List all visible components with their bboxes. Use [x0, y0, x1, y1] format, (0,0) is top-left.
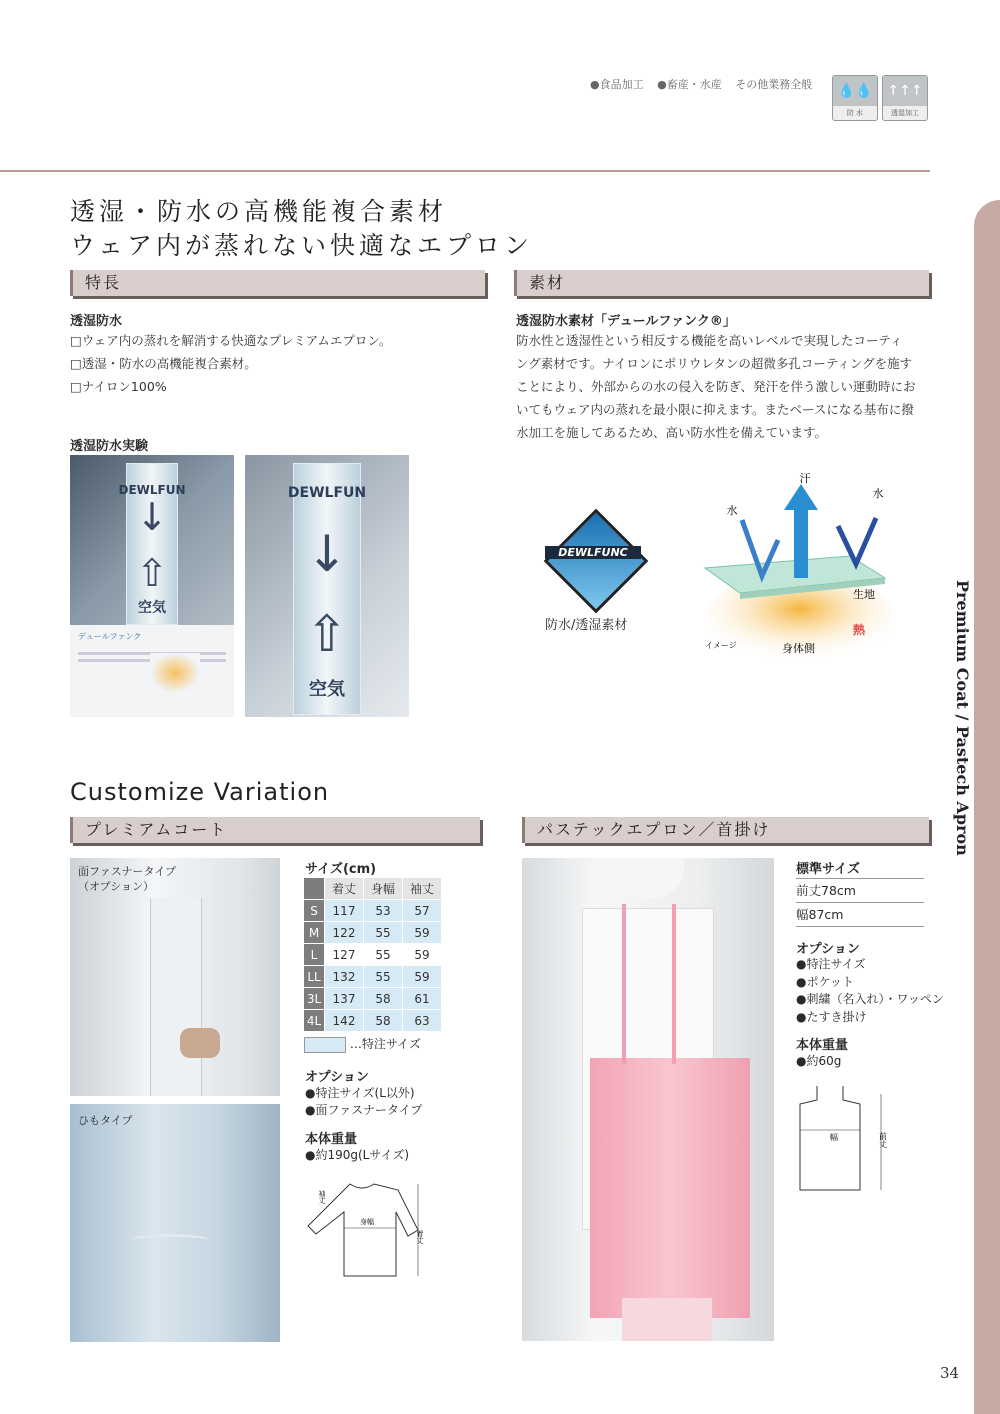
option-item: ●ポケット	[796, 974, 854, 989]
apron-weight-title: 本体重量	[796, 1038, 849, 1053]
image-note-label: イメージ	[705, 641, 737, 650]
table-cell: 55	[364, 944, 403, 966]
features-list	[70, 329, 391, 398]
header-divider	[0, 170, 930, 172]
coat-photo-velcro-caption	[78, 864, 176, 894]
info-box-diagram	[150, 653, 200, 693]
table-cell: 132	[325, 966, 364, 988]
arrow-up-icon: ⇧	[306, 605, 348, 663]
dewlfunc-logo	[545, 510, 641, 606]
heat-label: 熱	[853, 623, 866, 637]
material-body	[516, 329, 926, 444]
table-cell: 137	[325, 988, 364, 1010]
table-cell: 57	[403, 900, 442, 922]
size-legend-text: …特注サイズ	[349, 1037, 421, 1051]
material-body-line: ことにより、外部からの水の侵入を防ぎ、発汗を伴う激しい運動時にお	[516, 379, 916, 394]
waterproof-drops-icon: 💧💧	[833, 76, 877, 106]
table-cell: 58	[364, 988, 403, 1010]
pastech-apron-heading: パステックエプロン／首掛け	[522, 817, 929, 843]
air-label: 空気	[138, 600, 166, 616]
breathability-diagram	[700, 468, 900, 660]
apron-photo	[522, 858, 774, 1341]
table-row	[304, 988, 442, 1010]
custom-size-swatch	[304, 1037, 346, 1053]
info-box-title: デュールファンク	[78, 632, 142, 641]
size-label: 3L	[304, 988, 325, 1010]
feature-item: □ナイロン100%	[70, 379, 167, 394]
customize-title: Customize Variation	[70, 778, 330, 806]
waterproof-badge	[832, 75, 878, 121]
std-size-item: 幅87cm	[796, 903, 924, 927]
breathable-badge-label: 透湿加工	[891, 109, 919, 117]
table-cell: 117	[325, 900, 364, 922]
premium-coat-heading: プレミアムコート	[70, 817, 480, 843]
std-size-title: 標準サイズ	[796, 862, 860, 877]
size-label: L	[304, 944, 325, 966]
table-row	[304, 966, 442, 988]
apron-neck-strap	[622, 904, 626, 1064]
option-item: ●たすき掛け	[796, 1009, 867, 1024]
sleeve-label: 袖丈	[318, 1190, 326, 1204]
coat-option-list	[305, 1085, 422, 1119]
logo-text: DEWLFUNC	[545, 546, 641, 559]
info-box	[70, 625, 234, 717]
apron-measurement-diagram	[795, 1080, 895, 1194]
table-row	[304, 922, 442, 944]
coat-weight-title: 本体重量	[305, 1132, 358, 1147]
side-title-text: Premium Coat / Pastech Apron	[953, 580, 972, 856]
coat-weight: ●約190g(Lサイズ)	[305, 1148, 410, 1162]
table-cell: 58	[364, 1010, 403, 1032]
waterproof-badge-label: 防 水	[846, 109, 864, 117]
material-heading: 素材	[514, 270, 929, 296]
headline-line-2: ウェア内が蒸れない快適なエプロン	[70, 231, 534, 260]
coat-measurement-diagram	[300, 1176, 440, 1282]
table-cell: 61	[403, 988, 442, 1010]
caption-line: 面ファスナータイプ	[78, 865, 177, 878]
size-legend	[304, 1035, 421, 1053]
size-label: S	[304, 900, 325, 922]
table-cell: 127	[325, 944, 364, 966]
category-food: ●食品加工	[590, 78, 644, 91]
apron-option-title: オプション	[796, 942, 860, 957]
arrow-down-icon: ↓	[306, 525, 348, 583]
sweat-label: 汗	[799, 472, 811, 485]
size-table	[303, 877, 442, 1032]
size-label: M	[304, 922, 325, 944]
size-table-corner	[304, 878, 325, 900]
logo-diamond	[544, 509, 649, 614]
std-size-list	[796, 878, 924, 927]
body-side-label: 身体側	[782, 642, 815, 655]
coat-photo-tie	[70, 1104, 280, 1342]
sweat-arrow-shaft	[794, 508, 808, 578]
arrow-up-icon: ⇧	[136, 551, 168, 595]
option-item: ●特注サイズ(L以外)	[305, 1086, 415, 1100]
fabric-label: 生地	[853, 588, 875, 601]
boots	[622, 1298, 712, 1341]
experiment-photo-2	[245, 455, 409, 717]
apron-neck-strap	[672, 904, 676, 1064]
experiment-title: 透湿防水実験	[70, 439, 149, 454]
coat-option-title: オプション	[305, 1070, 369, 1085]
table-cell: 55	[364, 922, 403, 944]
table-row	[304, 944, 442, 966]
category-livestock: ●畜産・水産	[657, 78, 722, 91]
feature-item: □ウェア内の蒸れを解消する快適なプレミアムエプロン。	[70, 333, 392, 348]
category-other: その他業務全般	[735, 78, 813, 91]
material-body-line: いてもウェア内の蒸れを最小限に抑えます。またベースになる基布に撥	[516, 402, 914, 417]
option-item: ●面ファスナータイプ	[305, 1103, 423, 1117]
features-subheading: 透湿防水	[70, 314, 123, 329]
coat-body	[150, 898, 202, 1096]
table-cell: 59	[403, 966, 442, 988]
sweat-arrow-icon	[784, 484, 818, 510]
cylinder-brand-text: DEWLFUN	[118, 483, 186, 497]
breathable-badge	[882, 75, 928, 121]
header-sleeve: 袖丈	[403, 878, 442, 900]
water-left-label: 水	[726, 504, 738, 517]
head-cap	[614, 858, 684, 898]
size-table-header	[304, 878, 442, 900]
side-title	[942, 580, 982, 856]
table-row	[304, 1010, 442, 1032]
size-label: LL	[304, 966, 325, 988]
table-row	[304, 900, 442, 922]
width-label: 幅	[830, 1133, 838, 1142]
table-cell: 63	[403, 1010, 442, 1032]
coat-photo-tie-caption: ひもタイプ	[78, 1114, 133, 1127]
material-body-line: 水加工を施してあるため、高い防水性を備えています。	[516, 425, 828, 440]
option-item: ●特注サイズ	[796, 957, 866, 971]
table-cell: 59	[403, 944, 442, 966]
apron-option-list	[796, 956, 944, 1026]
experiment-photo-1	[70, 455, 234, 717]
coat-photo-velcro	[70, 858, 280, 1096]
feature-item: □透湿・防水の高機能複合素材。	[70, 356, 257, 371]
caption-line: （オプション）	[78, 880, 155, 893]
table-cell: 55	[364, 966, 403, 988]
table-cell: 53	[364, 900, 403, 922]
table-cell: 59	[403, 922, 442, 944]
material-subheading: 透湿防水素材「デュールファンク®」	[516, 314, 736, 329]
arrow-down-icon: ↓	[136, 495, 168, 539]
std-size-item: 前丈78cm	[796, 879, 924, 903]
headline-line-1: 透湿・防水の高機能複合素材	[70, 197, 448, 226]
option-item: ●刺繍（名入れ）・ワッペン	[796, 992, 944, 1006]
material-body-line: 防水性と透湿性という相反する機能を高いレベルで実現したコーティ	[516, 333, 903, 348]
air-label: 空気	[309, 679, 345, 700]
cylinder-brand-text: DEWLFUN	[287, 485, 367, 501]
pink-apron	[590, 1058, 750, 1318]
apron-weight: ●約60g	[796, 1054, 842, 1068]
length-label: 前丈	[878, 1132, 888, 1148]
hands	[180, 1028, 220, 1058]
breathable-arrows-icon: ↑↑↑	[883, 76, 927, 106]
water-right-label: 水	[872, 487, 884, 500]
header-width: 身幅	[364, 878, 403, 900]
page-number: 34	[940, 1364, 960, 1382]
logo-caption: 防水/透湿素材	[545, 618, 628, 633]
size-title: サイズ(cm)	[305, 862, 377, 877]
length-label: 着丈	[416, 1230, 424, 1244]
features-heading: 特長	[70, 270, 485, 296]
category-list	[590, 76, 822, 92]
material-body-line: ング素材です。ナイロンにポリウレタンの超微多孔コーティングを施す	[516, 356, 913, 371]
width-label: 身幅	[360, 1218, 374, 1226]
size-label: 4L	[304, 1010, 325, 1032]
header-length: 着丈	[325, 878, 364, 900]
table-cell: 142	[325, 1010, 364, 1032]
table-cell: 122	[325, 922, 364, 944]
tie-string	[130, 1234, 210, 1247]
